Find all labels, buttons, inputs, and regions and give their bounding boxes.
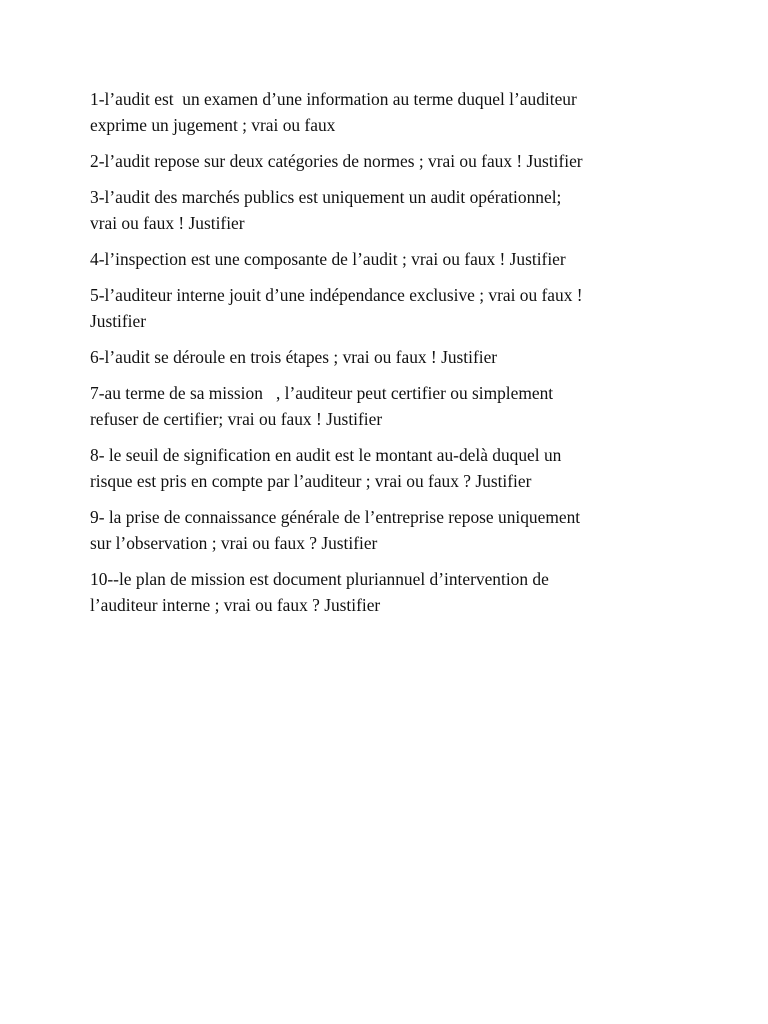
question-3: [90, 184, 690, 236]
question-line: vrai ou faux ! Justifier: [90, 213, 245, 233]
question-line: 8- le seuil de signification en audit est le montant au-delà duquel un: [90, 445, 562, 465]
question-line: 2-l’audit repose sur deux catégories de normes ; vrai ou faux ! Justifier: [90, 151, 583, 171]
question-line: l’auditeur interne ; vrai ou faux ? Justifier: [90, 595, 381, 615]
question-line: 5-l’auditeur interne jouit d’une indépendance exclusive ; vrai ou faux !: [90, 285, 583, 305]
question-9: [90, 504, 690, 556]
question-line: 3-l’audit des marchés publics est uniquement un audit opérationnel;: [90, 187, 562, 207]
question-4: [90, 246, 690, 272]
question-line: 7-au terme de sa mission , l’auditeur peut certifier ou simplement: [90, 383, 554, 403]
question-2: [90, 148, 690, 174]
question-line: 9- la prise de connaissance générale de l’entreprise repose uniquement: [90, 507, 581, 527]
question-6: [90, 344, 690, 370]
question-line: risque est pris en compte par l’auditeur ; vrai ou faux ? Justifier: [90, 471, 532, 491]
question-line: 4-l’inspection est une composante de l’audit ; vrai ou faux ! Justifier: [90, 249, 566, 269]
question-8: [90, 442, 690, 494]
question-line: 10--le plan de mission est document pluriannuel d’intervention de: [90, 569, 549, 589]
question-7: [90, 380, 690, 432]
question-line: exprime un jugement ; vrai ou faux: [90, 115, 336, 135]
question-line: sur l’observation ; vrai ou faux ? Justifier: [90, 533, 378, 553]
question-5: [90, 282, 690, 334]
question-line: 1-l’audit est un examen d’une information au terme duquel l’auditeur: [90, 89, 577, 109]
question-10: [90, 566, 690, 618]
question-1: [90, 86, 690, 138]
question-line: 6-l’audit se déroule en trois étapes ; vrai ou faux ! Justifier: [90, 347, 498, 367]
question-list: [90, 86, 690, 628]
question-line: refuser de certifier; vrai ou faux ! Justifier: [90, 409, 383, 429]
question-line: Justifier: [90, 311, 147, 331]
